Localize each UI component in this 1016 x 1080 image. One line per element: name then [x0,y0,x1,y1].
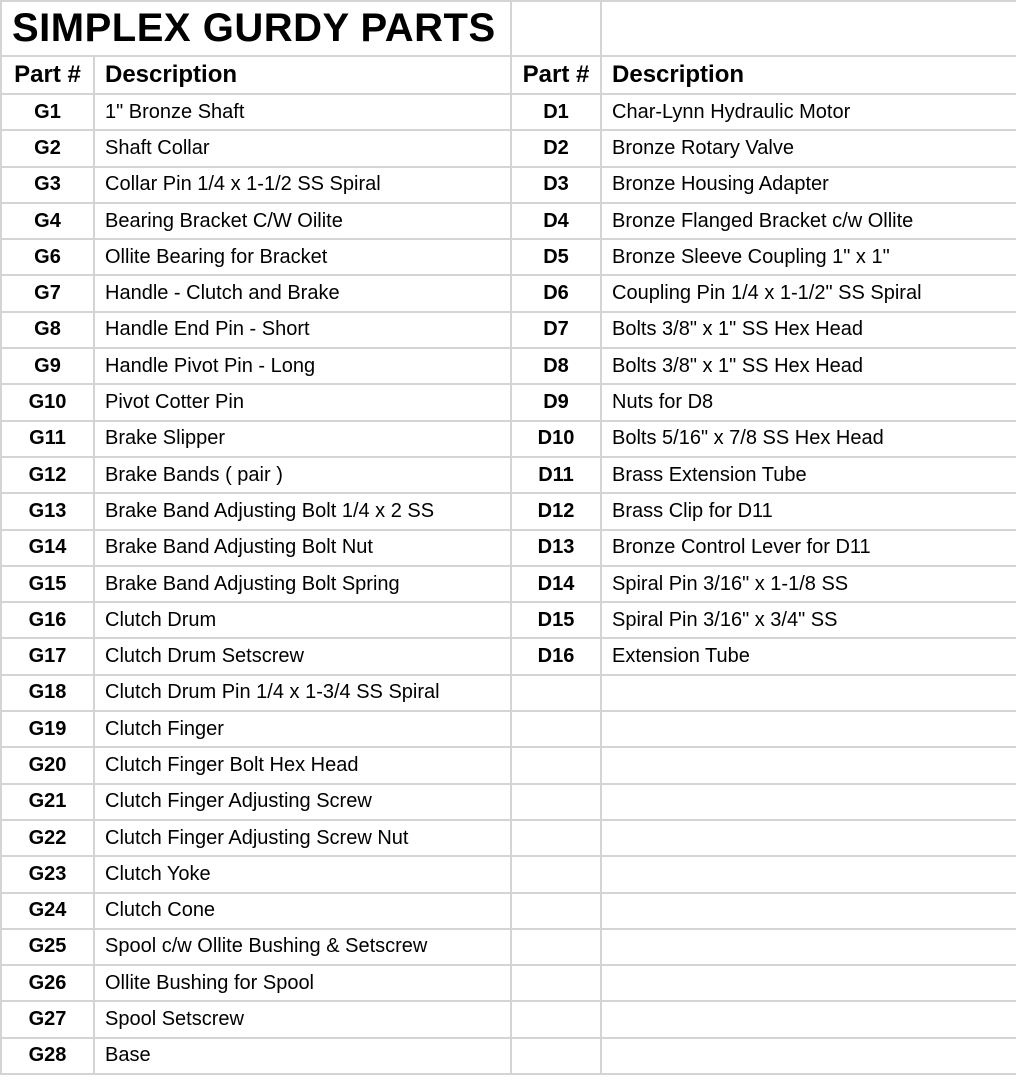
part-number-cell: G24 [1,893,94,929]
part-number-cell [511,675,601,711]
table-row [1,602,1016,638]
part-number-cell: D9 [511,384,601,420]
table-row [1,1038,1016,1074]
table-row [1,167,1016,203]
description-cell: Spiral Pin 3/16" x 3/4" SS [601,602,1016,638]
part-number-cell [511,856,601,892]
part-number-cell [511,711,601,747]
description-cell: Clutch Finger Adjusting Screw [94,784,511,820]
part-number-cell: G6 [1,239,94,275]
description-cell: Pivot Cotter Pin [94,384,511,420]
part-number-cell [511,965,601,1001]
description-cell: Ollite Bushing for Spool [94,965,511,1001]
part-number-cell: D11 [511,457,601,493]
part-number-cell: D1 [511,94,601,130]
part-number-cell: D14 [511,566,601,602]
table-row [1,566,1016,602]
table-row [1,1001,1016,1037]
part-number-cell: G4 [1,203,94,239]
description-cell: Clutch Finger Bolt Hex Head [94,747,511,783]
part-number-cell: G16 [1,602,94,638]
part-number-cell [511,1038,601,1074]
description-cell: Bronze Housing Adapter [601,167,1016,203]
part-number-cell: D13 [511,530,601,566]
description-cell: Spool Setscrew [94,1001,511,1037]
part-number-cell: G9 [1,348,94,384]
header-row [1,56,1016,94]
description-cell: Base [94,1038,511,1074]
table-row [1,638,1016,674]
description-cell: Clutch Drum Setscrew [94,638,511,674]
part-number-cell: D15 [511,602,601,638]
description-cell [601,893,1016,929]
description-cell: Clutch Yoke [94,856,511,892]
part-number-cell [511,893,601,929]
description-cell: Clutch Drum Pin 1/4 x 1-3/4 SS Spiral [94,675,511,711]
table-row [1,130,1016,166]
description-cell: Ollite Bearing for Bracket [94,239,511,275]
description-cell: Spool c/w Ollite Bushing & Setscrew [94,929,511,965]
description-cell: Bolts 3/8" x 1" SS Hex Head [601,312,1016,348]
table-row [1,94,1016,130]
description-cell: Bronze Sleeve Coupling 1" x 1" [601,239,1016,275]
table-row [1,493,1016,529]
description-cell: Collar Pin 1/4 x 1-1/2 SS Spiral [94,167,511,203]
description-cell: 1" Bronze Shaft [94,94,511,130]
part-number-cell: G17 [1,638,94,674]
description-cell: Clutch Drum [94,602,511,638]
column-header-description-right: Description [601,56,1016,94]
part-number-cell: G23 [1,856,94,892]
description-cell [601,747,1016,783]
part-number-cell [511,747,601,783]
table-row [1,203,1016,239]
part-number-cell: G8 [1,312,94,348]
part-number-cell: G3 [1,167,94,203]
table-row [1,384,1016,420]
part-number-cell: D8 [511,348,601,384]
description-cell: Clutch Finger [94,711,511,747]
description-cell: Bearing Bracket C/W Oilite [94,203,511,239]
part-number-cell: D3 [511,167,601,203]
part-number-cell: G25 [1,929,94,965]
column-header-part-left: Part # [1,56,94,94]
description-cell: Coupling Pin 1/4 x 1-1/2" SS Spiral [601,275,1016,311]
part-number-cell [511,929,601,965]
description-cell [601,929,1016,965]
table-row [1,784,1016,820]
description-cell [601,784,1016,820]
part-number-cell: D10 [511,421,601,457]
part-number-cell: G1 [1,94,94,130]
description-cell [601,711,1016,747]
description-cell: Bolts 5/16" x 7/8 SS Hex Head [601,421,1016,457]
description-cell: Bronze Control Lever for D11 [601,530,1016,566]
part-number-cell [511,820,601,856]
part-number-cell: G27 [1,1001,94,1037]
table-row [1,675,1016,711]
table-row [1,929,1016,965]
description-cell: Nuts for D8 [601,384,1016,420]
description-cell [601,820,1016,856]
page-title: SIMPLEX GURDY PARTS [1,1,511,56]
description-cell [601,675,1016,711]
table-row [1,239,1016,275]
description-cell: Bronze Rotary Valve [601,130,1016,166]
column-header-description-left: Description [94,56,511,94]
table-row [1,747,1016,783]
table-row [1,530,1016,566]
part-number-cell: D6 [511,275,601,311]
description-cell: Brake Bands ( pair ) [94,457,511,493]
part-number-cell: G13 [1,493,94,529]
title-row [1,1,1016,56]
table-row [1,312,1016,348]
table-row [1,893,1016,929]
empty-cell [511,1,601,56]
table-row [1,711,1016,747]
part-number-cell: G10 [1,384,94,420]
part-number-cell: G26 [1,965,94,1001]
table-row [1,457,1016,493]
description-cell: Clutch Finger Adjusting Screw Nut [94,820,511,856]
description-cell: Handle End Pin - Short [94,312,511,348]
description-cell: Extension Tube [601,638,1016,674]
table-row [1,421,1016,457]
part-number-cell: G21 [1,784,94,820]
description-cell: Spiral Pin 3/16" x 1-1/8 SS [601,566,1016,602]
part-number-cell: D12 [511,493,601,529]
part-number-cell: G20 [1,747,94,783]
description-cell: Bronze Flanged Bracket c/w Ollite [601,203,1016,239]
description-cell: Shaft Collar [94,130,511,166]
description-cell [601,965,1016,1001]
description-cell [601,856,1016,892]
description-cell: Brass Clip for D11 [601,493,1016,529]
description-cell: Bolts 3/8" x 1" SS Hex Head [601,348,1016,384]
description-cell: Brake Band Adjusting Bolt Nut [94,530,511,566]
empty-cell [601,1,1016,56]
description-cell: Clutch Cone [94,893,511,929]
column-header-part-right: Part # [511,56,601,94]
table-row [1,275,1016,311]
table-row [1,820,1016,856]
part-number-cell: G12 [1,457,94,493]
part-number-cell: G7 [1,275,94,311]
part-number-cell [511,1001,601,1037]
part-number-cell: G22 [1,820,94,856]
part-number-cell: G28 [1,1038,94,1074]
description-cell: Char-Lynn Hydraulic Motor [601,94,1016,130]
part-number-cell: D16 [511,638,601,674]
part-number-cell: G19 [1,711,94,747]
part-number-cell: D5 [511,239,601,275]
table-row [1,348,1016,384]
description-cell: Brass Extension Tube [601,457,1016,493]
description-cell: Brake Band Adjusting Bolt 1/4 x 2 SS [94,493,511,529]
part-number-cell: G14 [1,530,94,566]
part-number-cell: D2 [511,130,601,166]
table-row [1,965,1016,1001]
part-number-cell: D7 [511,312,601,348]
description-cell: Handle Pivot Pin - Long [94,348,511,384]
part-number-cell: G18 [1,675,94,711]
part-number-cell: D4 [511,203,601,239]
part-number-cell [511,784,601,820]
table-row [1,856,1016,892]
part-number-cell: G15 [1,566,94,602]
part-number-cell: G2 [1,130,94,166]
description-cell: Brake Slipper [94,421,511,457]
parts-table-body [1,94,1016,1074]
description-cell: Brake Band Adjusting Bolt Spring [94,566,511,602]
description-cell: Handle - Clutch and Brake [94,275,511,311]
description-cell [601,1038,1016,1074]
description-cell [601,1001,1016,1037]
part-number-cell: G11 [1,421,94,457]
